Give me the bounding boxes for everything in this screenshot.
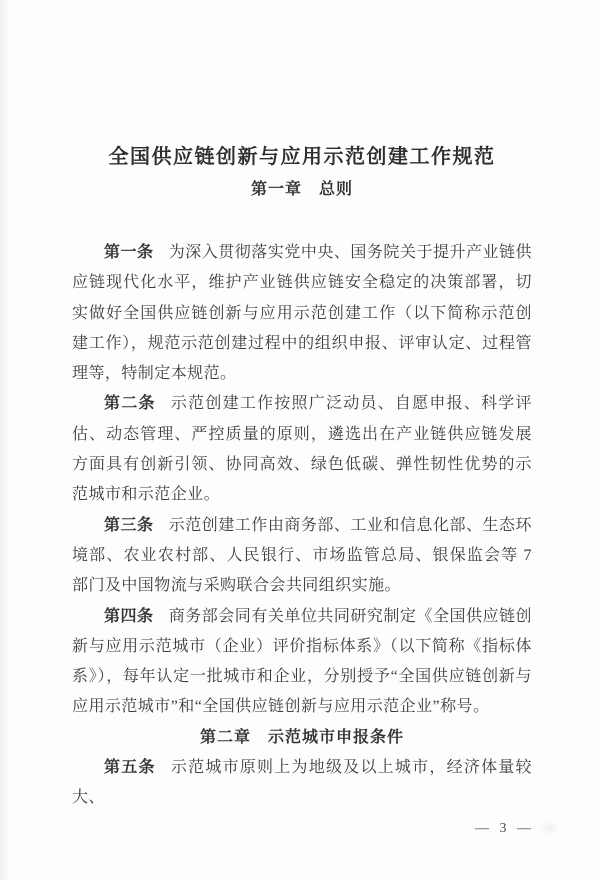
article-2 bbox=[72, 389, 532, 510]
chapter-2-heading: 第二章 示范城市申报条件 bbox=[199, 728, 404, 746]
chapter-1-heading: 第一章 总则 bbox=[250, 181, 353, 198]
article-2-label: 第二条 bbox=[104, 395, 156, 413]
scan-smudge-artifact bbox=[540, 820, 560, 836]
article-2-text: 示范创建工作按照广泛动员、自愿申报、科学评估、动态管理、严控质量的原则，遴选出在产业链供应链发展方面具有创新引领、协同高效、绿色低碳、弹性韧性优势的示范城市和示范企业。 bbox=[72, 395, 532, 504]
article-4-text: 商务部会同有关单位共同研究制定《全国供应链创新与应用示范城市（企业）评价指标体系》（以下简称《指标体系》），每年认定一批城市和企业，分别授予“全国供应链创新与应用示范城市”和“全国供应链创新与应用示范企业”称号。 bbox=[72, 607, 532, 716]
document-title: 全国供应链创新与应用示范创建工作规范 bbox=[108, 146, 496, 168]
article-5-text: 示范城市原则上为地级及以上城市，经济体量较大、 bbox=[72, 759, 532, 807]
article-1 bbox=[72, 238, 532, 389]
article-5-label: 第五条 bbox=[104, 759, 156, 777]
article-1-text: 为深入贯彻落实党中央、国务院关于提升产业链供应链现代化水平，维护产业链供应链安全稳定的决策部署，切实做好全国供应链创新与应用示范创建工作（以下简称示范创建工作），规范示范创建过程中的组织申报、评审认定、过程管理等，特制定本规范。 bbox=[72, 244, 532, 383]
article-4 bbox=[72, 602, 532, 723]
page-number: — 3 — bbox=[475, 820, 532, 836]
article-1-label: 第一条 bbox=[104, 244, 154, 261]
article-5 bbox=[72, 753, 532, 814]
article-3 bbox=[72, 511, 532, 602]
article-3-text: 示范创建工作由商务部、工业和信息化部、生态环境部、农业农村部、人民银行、市场监管总局、银保监会等 7 部门及中国物流与采购联合会共同组织实施。 bbox=[72, 516, 532, 595]
article-3-label: 第三条 bbox=[104, 516, 154, 534]
article-4-label: 第四条 bbox=[104, 607, 154, 625]
